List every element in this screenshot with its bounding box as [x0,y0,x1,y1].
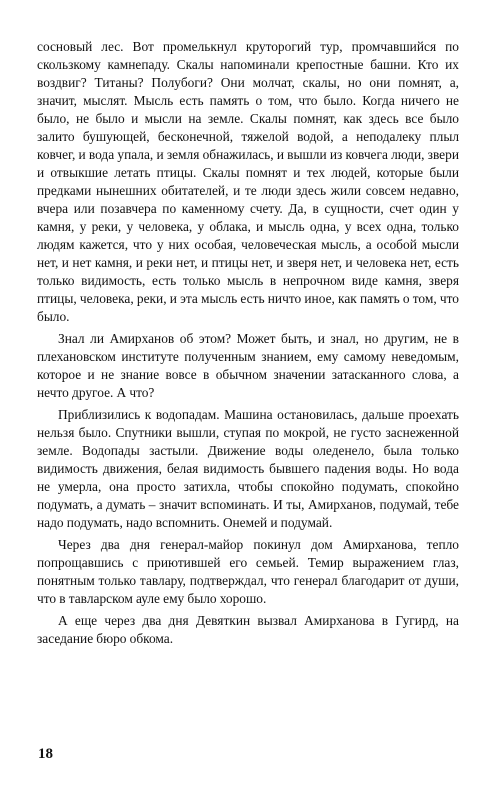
page-number: 18 [38,746,53,762]
page-body-text [37,38,459,652]
paragraph-4: Через два дня генерал-майор покинул дом Амирханова, тепло попрощавшись с приютившей его семьей. Темир выражением глаз, понятным только тавлару, подтверждал, что генерал благодарит от души, что в тавларском ауле ему было хорошо. [37,537,459,606]
paragraph-1: сосновый лес. Вот промелькнул круторогий тур, промчавшийся по скользкому камнепаду. Скалы напоминали крепостные башни. Кто их воздвиг? Титаны? Полубоги? Они молчат, скалы, но они помнят, а, значит, мыслят. Мысль есть память о том, что было. Когда ничего не было, не было и мысли на земле. Скалы помнят, как здесь все было залито бушующей, бесконечной, тяжелой водой, а неподалеку плыл ковчег, и вода упала, и земля обнажилась, и вышли из ковчега люди, звери и отвыкшие летать птицы. Скалы помнят и тех людей, которые были предками нынешних обитателей, и те люди здесь жили совсем недавно, вчера или позавчера по каменному счету. Да, в сущности, счет один у камня, у реки, у человека, у облака, и мысль одна, у всех одна, только людям кажется, что у них особая, человеческая мысль, а особой мысли нет, и нет камня, и реки нет, и птицы нет, и зверя нет, и человека нет, есть только видимость, есть только мысль в непрочном виде камня, зверя птицы, человека, реки, и эта мысль есть ничто иное, как память о том, что было. [37,39,459,324]
paragraph-3: Приблизились к водопадам. Машина остановилась, дальше проехать нельзя было. Спутники вышли, ступая по мокрой, не густо заснеженной земле. Водопады застыли. Движение воды оледенело, была только видимость движения, белая видимость бывшего падения воды. Но вода не умерла, она просто затихла, чтобы спокойно подумать, спокойно подумать, а думать – значит вспоминать. И ты, Амирханов, подумай, тебе надо подумать, надо вспомнить. Онемей и подумай. [37,407,459,530]
paragraph-5: А еще через два дня Девяткин вызвал Амирханова в Гугирд, на заседание бюро обкома. [37,613,459,646]
paragraph-2: Знал ли Амирханов об этом? Может быть, и знал, но другим, не в плехановском институте полученным знанием, ему самому неведомым, которое и не знание вовсе в обычном значении затасканного слова, а нечто другое. А что? [37,331,459,400]
